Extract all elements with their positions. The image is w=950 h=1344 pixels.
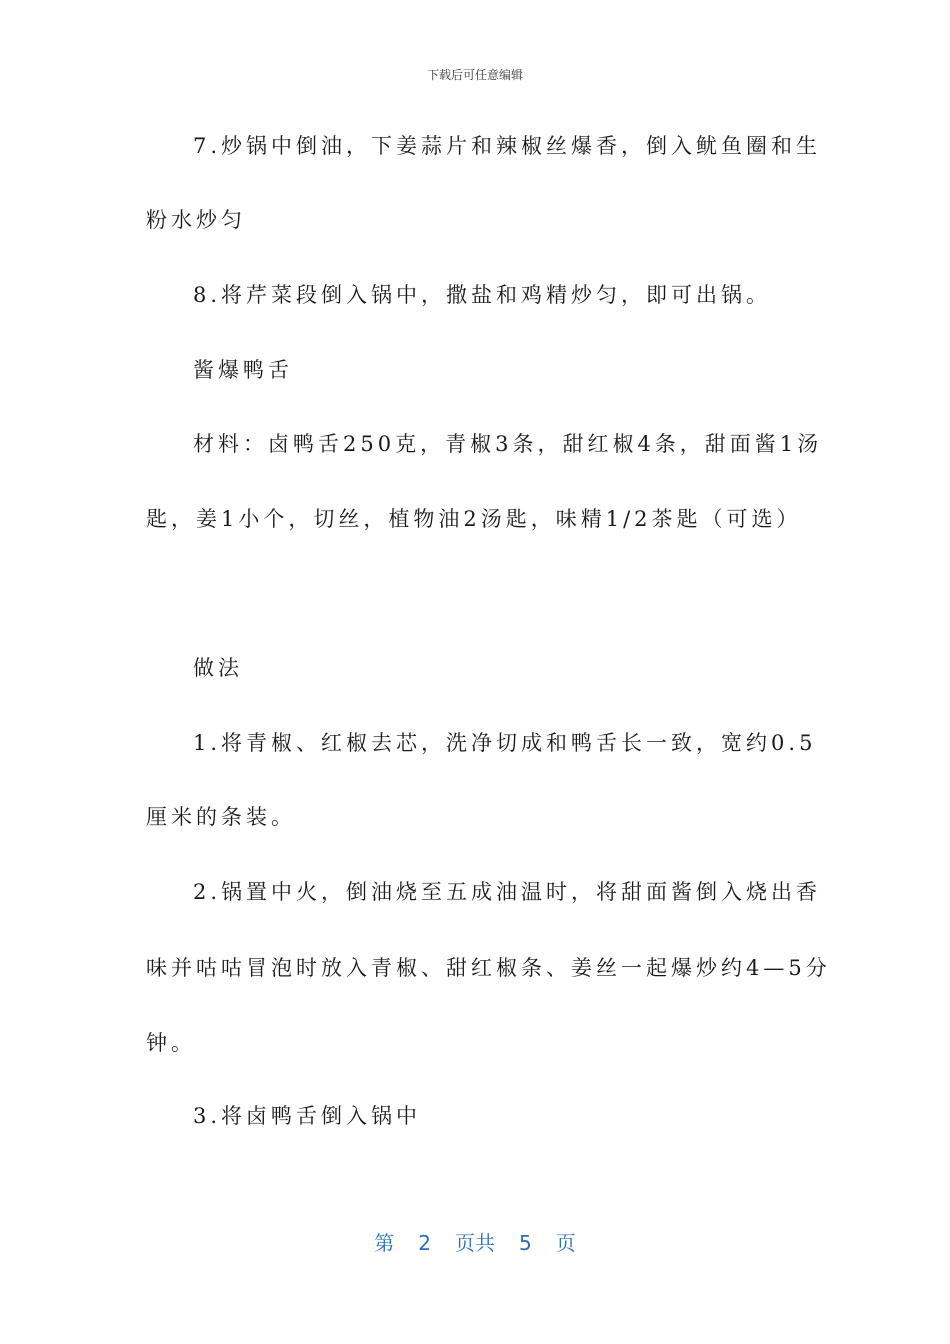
text-line: 7.炒锅中倒油，下姜蒜片和辣椒丝爆香，倒入鱿鱼圈和生: [193, 134, 822, 158]
text-line: 材料：卤鸭舌250克，青椒3条，甜红椒4条，甜面酱1汤: [193, 432, 823, 456]
total-pages-number: 5: [519, 1231, 532, 1255]
page-label: 页: [555, 1231, 576, 1255]
page-header: 下载后可任意编辑: [426, 68, 523, 82]
text-line: 8.将芹菜段倒入锅中，撒盐和鸡精炒匀，即可出锅。: [193, 283, 772, 307]
text-line: 2.锅置中火，倒油烧至五成油温时，将甜面酱倒入烧出香: [193, 880, 822, 904]
section-title: 酱爆鸭舌: [193, 358, 293, 382]
page-footer: [0, 1227, 950, 1256]
page-label: 页共: [455, 1231, 495, 1255]
section-title: 做法: [193, 656, 243, 680]
text-line: 匙，姜1小个，切丝，植物油2汤匙，味精1/2茶匙（可选）: [146, 507, 802, 531]
text-line: 钟。: [146, 1031, 196, 1055]
text-line: 厘米的条装。: [146, 805, 296, 829]
text-line: 1.将青椒、红椒去芯，洗净切成和鸭舌长一致，宽约0.5: [193, 731, 817, 755]
text-line: 粉水炒匀: [146, 208, 246, 232]
current-page-number: 2: [418, 1231, 431, 1255]
text-line: 味并咕咕冒泡时放入青椒、甜红椒条、姜丝一起爆炒约4—5分: [146, 956, 831, 980]
page-label: 第: [374, 1231, 395, 1255]
text-line: 3.将卤鸭舌倒入锅中: [193, 1104, 422, 1128]
